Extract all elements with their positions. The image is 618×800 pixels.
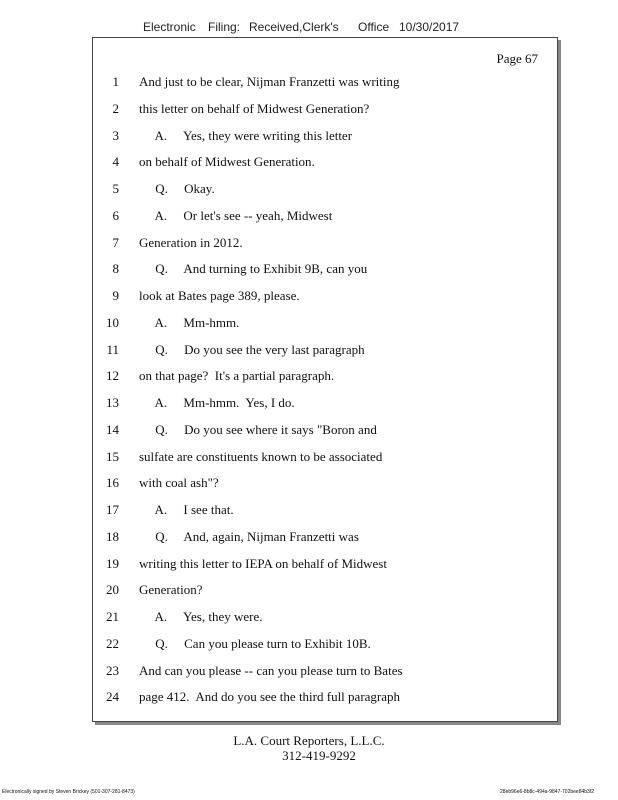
line-text: Q. And turning to Exhibit 9B, can you <box>139 261 368 277</box>
transcript-line <box>93 689 557 707</box>
transcript-line <box>93 395 557 413</box>
line-number: 17 <box>106 502 119 517</box>
transcript-line <box>93 101 557 119</box>
line-text: A. Mm-hmm. Yes, I do. <box>139 395 295 410</box>
line-number: 3 <box>112 127 119 143</box>
line-text: sulfate are constituents known to be associated <box>139 448 383 464</box>
line-text: Q. Can you please turn to Exhibit 10B. <box>139 635 371 651</box>
line-text: with coal ash"? <box>139 475 219 491</box>
line-text: A. Or let's see -- yeah, Midwest <box>139 207 333 223</box>
filing-label: Filing: <box>208 20 241 34</box>
line-number: 21 <box>106 609 119 624</box>
transcript-line <box>93 582 557 600</box>
filing-received: Received,Clerk's <box>249 20 339 34</box>
transcript-line <box>93 261 557 279</box>
transcript-line <box>93 636 557 654</box>
filing-header <box>0 20 618 38</box>
transcript-line <box>93 342 557 360</box>
line-text: on that page? It's a partial paragraph. <box>139 368 335 384</box>
line-number: 5 <box>112 181 119 196</box>
line-text: Q. Okay. <box>139 181 215 196</box>
line-text: A. I see that. <box>139 502 234 517</box>
line-number: 7 <box>112 234 119 250</box>
document-hash: 28eb96e6-8b8c-494a-9847-702bee84b3f2 <box>500 789 594 795</box>
transcript-line <box>93 235 557 253</box>
line-number: 19 <box>106 555 119 571</box>
line-number: 9 <box>112 288 119 303</box>
line-text: Q. And, again, Nijman Franzetti was <box>139 528 359 544</box>
transcript-line <box>93 208 557 226</box>
line-text: A. Yes, they were writing this letter <box>139 127 353 143</box>
line-text: this letter on behalf of Midwest Generation? <box>139 100 370 116</box>
line-number: 22 <box>106 635 119 651</box>
line-text: Q. Do you see where it says "Boron and <box>139 421 377 437</box>
line-number: 18 <box>106 528 119 544</box>
line-text: A. Yes, they were. <box>139 609 263 624</box>
transcript-line <box>93 556 557 574</box>
transcript-line <box>93 422 557 440</box>
transcript-line <box>93 154 557 172</box>
line-number: 1 <box>112 74 119 89</box>
line-text: A. Mm-hmm. <box>139 314 240 330</box>
transcript-line <box>93 502 557 520</box>
line-text: Q. Do you see the very last paragraph <box>139 341 365 357</box>
line-number: 8 <box>112 261 119 277</box>
line-number: 12 <box>106 368 119 384</box>
line-text: on behalf of Midwest Generation. <box>139 154 315 170</box>
filing-date: 10/30/2017 <box>399 20 460 34</box>
line-text: Generation? <box>139 582 203 598</box>
line-text: Generation in 2012. <box>139 234 243 250</box>
transcript-line <box>93 288 557 306</box>
line-number: 11 <box>106 341 119 357</box>
line-text: writing this letter to IEPA on behalf of Midwest <box>139 555 387 571</box>
line-text: And can you please -- can you please turn to Bates <box>139 662 403 678</box>
transcript-line <box>93 181 557 199</box>
page-number: Page 67 <box>496 51 538 66</box>
transcript-line <box>93 368 557 386</box>
transcript-line <box>93 74 557 92</box>
line-number: 10 <box>106 314 119 330</box>
line-number: 23 <box>106 662 119 678</box>
line-number: 13 <box>106 395 119 410</box>
transcript-line <box>93 315 557 333</box>
line-text: And just to be clear, Nijman Franzetti was writing <box>139 74 400 89</box>
line-text: page 412. And do you see the third full paragraph <box>139 689 401 705</box>
filing-office: Office <box>358 20 390 34</box>
transcript-line <box>93 475 557 493</box>
transcript-line <box>93 449 557 467</box>
reporter-company: L.A. Court Reporters, L.L.C. <box>233 733 385 748</box>
transcript-page <box>92 37 558 722</box>
line-number: 24 <box>106 689 119 705</box>
line-number: 16 <box>106 475 119 491</box>
line-number: 6 <box>112 207 119 223</box>
line-number: 15 <box>106 448 119 464</box>
line-number: 4 <box>112 154 119 170</box>
line-number: 2 <box>112 100 119 116</box>
filing-electronic: Electronic <box>143 20 196 34</box>
transcript-line <box>93 663 557 681</box>
line-number: 20 <box>106 582 119 598</box>
transcript-line <box>93 609 557 627</box>
line-text: look at Bates page 389, please. <box>139 288 300 303</box>
transcript-line <box>93 128 557 146</box>
transcript-line <box>93 529 557 547</box>
line-number: 14 <box>106 421 119 437</box>
reporter-phone: 312-419-9292 <box>282 748 356 763</box>
electronic-signature: Electronically signed by Steven Brickey (501-307-281-8473) <box>2 789 135 795</box>
